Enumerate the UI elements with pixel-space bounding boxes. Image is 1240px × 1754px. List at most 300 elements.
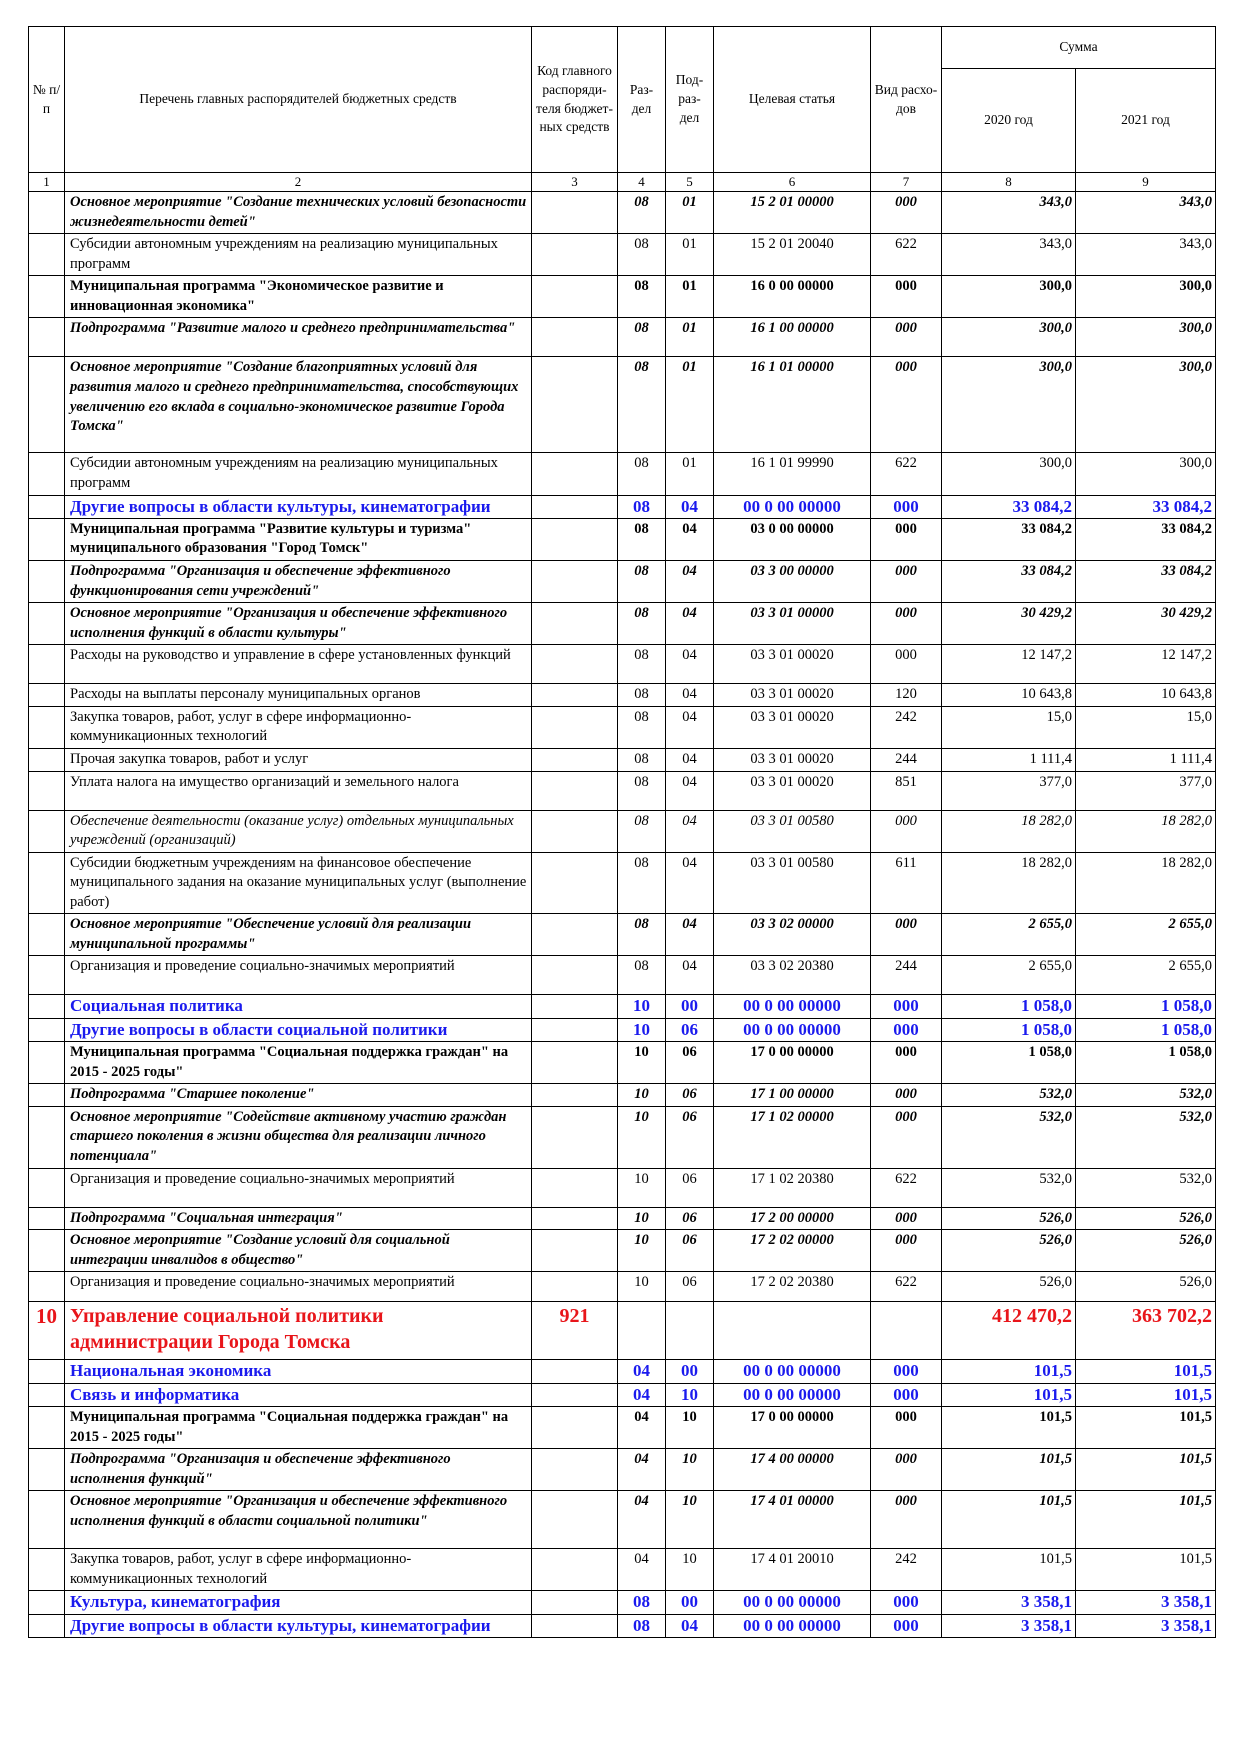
row-section: 08 [618,603,666,645]
table-row [29,748,1216,771]
row-name: Основное мероприятие "Создание технических условий безопасности жизнедеятельности детей" [65,192,532,234]
row-code [532,518,618,560]
row-code [532,684,618,707]
row-section: 04 [618,1449,666,1491]
row-sum-2020: 412 470,2 [942,1302,1076,1360]
row-sum-2020: 15,0 [942,706,1076,748]
row-target: 03 3 01 00020 [714,706,871,748]
row-number [29,1018,65,1041]
row-number: 10 [29,1302,65,1360]
row-code [532,1230,618,1272]
row-number [29,603,65,645]
row-target: 17 0 00 00000 [714,1042,871,1084]
row-sum-2021: 101,5 [1076,1549,1216,1591]
row-subsection: 01 [666,276,714,318]
row-target: 00 0 00 00000 [714,1614,871,1637]
row-subsection: 01 [666,357,714,453]
row-sum-2020: 101,5 [942,1549,1076,1591]
row-subsection: 10 [666,1407,714,1449]
row-sum-2020: 1 058,0 [942,1018,1076,1041]
row-sum-2021: 2 655,0 [1076,914,1216,956]
row-exptype: 000 [871,645,942,684]
row-exptype: 000 [871,1084,942,1107]
row-exptype: 000 [871,914,942,956]
row-name: Организация и проведение социально-значимых мероприятий [65,1168,532,1207]
row-subsection: 06 [666,1272,714,1302]
row-code [532,192,618,234]
row-name: Основное мероприятие "Организация и обеспечение эффективного исполнения функций в области социальной политики" [65,1491,532,1549]
row-name: Субсидии автономным учреждениям на реализацию муниципальных программ [65,234,532,276]
row-subsection: 04 [666,495,714,518]
row-sum-2021: 10 643,8 [1076,684,1216,707]
row-sum-2020: 18 282,0 [942,810,1076,852]
header-num: № п/п [29,27,65,173]
row-exptype: 244 [871,748,942,771]
row-subsection: 10 [666,1383,714,1406]
header-year-2021: 2021 год [1076,69,1216,173]
header-subsection: Под-раз-дел [666,27,714,173]
row-code [532,914,618,956]
row-target: 17 2 02 00000 [714,1230,871,1272]
table-row [29,995,1216,1018]
table-row [29,1042,1216,1084]
row-subsection: 06 [666,1084,714,1107]
row-target: 03 3 01 00020 [714,684,871,707]
row-sum-2020: 1 058,0 [942,1042,1076,1084]
row-target: 03 3 01 00580 [714,810,871,852]
table-row [29,645,1216,684]
column-number-row [29,173,1216,192]
row-section: 08 [618,1614,666,1637]
row-subsection: 06 [666,1106,714,1168]
table-row [29,603,1216,645]
row-sum-2021: 33 084,2 [1076,495,1216,518]
row-sum-2021: 101,5 [1076,1360,1216,1383]
row-number [29,561,65,603]
row-exptype: 000 [871,1106,942,1168]
table-row [29,1084,1216,1107]
row-subsection: 10 [666,1491,714,1549]
header-code: Код главного распоряди-теля бюджет-ных средств [532,27,618,173]
row-exptype: 622 [871,453,942,495]
header-section: Раз-дел [618,27,666,173]
table-row [29,234,1216,276]
row-sum-2020: 30 429,2 [942,603,1076,645]
row-sum-2021: 101,5 [1076,1383,1216,1406]
row-subsection: 04 [666,852,714,914]
row-sum-2021: 300,0 [1076,276,1216,318]
row-number [29,1549,65,1591]
row-sum-2020: 33 084,2 [942,518,1076,560]
row-sum-2020: 2 655,0 [942,956,1076,995]
row-section: 08 [618,318,666,357]
row-name: Другие вопросы в области культуры, кинематографии [65,1614,532,1637]
row-sum-2021: 363 702,2 [1076,1302,1216,1360]
row-sum-2021: 101,5 [1076,1407,1216,1449]
row-code [532,852,618,914]
budget-table [28,26,1216,1638]
row-target: 03 3 02 20380 [714,956,871,995]
row-name: Социальная политика [65,995,532,1018]
row-code [532,318,618,357]
table-row [29,1106,1216,1168]
table-row [29,1407,1216,1449]
table-row [29,1614,1216,1637]
row-sum-2021: 526,0 [1076,1207,1216,1230]
row-number [29,956,65,995]
row-sum-2021: 300,0 [1076,318,1216,357]
column-number: 9 [1076,173,1216,192]
row-sum-2020: 101,5 [942,1383,1076,1406]
row-subsection: 04 [666,956,714,995]
row-subsection: 01 [666,234,714,276]
header-year-2020: 2020 год [942,69,1076,173]
row-exptype: 000 [871,1491,942,1549]
row-section: 08 [618,234,666,276]
row-code [532,748,618,771]
table-row [29,684,1216,707]
row-exptype: 611 [871,852,942,914]
row-section: 08 [618,561,666,603]
row-sum-2020: 101,5 [942,1449,1076,1491]
row-section: 08 [618,518,666,560]
row-number [29,1042,65,1084]
row-target: 15 2 01 00000 [714,192,871,234]
row-sum-2021: 300,0 [1076,453,1216,495]
row-exptype: 000 [871,603,942,645]
row-number [29,684,65,707]
row-section: 08 [618,357,666,453]
row-target: 16 1 01 99990 [714,453,871,495]
row-section: 10 [618,1272,666,1302]
row-code [532,1360,618,1383]
row-section: 04 [618,1549,666,1591]
row-name: Обеспечение деятельности (оказание услуг) отдельных муниципальных учреждений (организаций) [65,810,532,852]
row-name: Управление социальной политики администрации Города Томска [65,1302,532,1360]
row-sum-2020: 3 358,1 [942,1614,1076,1637]
row-target: 03 3 00 00000 [714,561,871,603]
header-name: Перечень главных распорядителей бюджетных средств [65,27,532,173]
row-sum-2021: 3 358,1 [1076,1614,1216,1637]
row-sum-2021: 526,0 [1076,1230,1216,1272]
column-number: 5 [666,173,714,192]
row-exptype: 000 [871,318,942,357]
table-row [29,956,1216,995]
row-subsection: 06 [666,1207,714,1230]
row-number [29,1207,65,1230]
row-sum-2020: 300,0 [942,453,1076,495]
row-target: 17 2 02 20380 [714,1272,871,1302]
row-subsection: 06 [666,1018,714,1041]
row-name: Культура, кинематография [65,1591,532,1614]
row-sum-2021: 1 111,4 [1076,748,1216,771]
column-number: 1 [29,173,65,192]
row-code [532,1491,618,1549]
row-number [29,810,65,852]
row-code [532,357,618,453]
row-section: 10 [618,995,666,1018]
row-section: 08 [618,956,666,995]
row-subsection: 06 [666,1230,714,1272]
row-number [29,1591,65,1614]
table-row [29,1383,1216,1406]
row-sum-2020: 12 147,2 [942,645,1076,684]
row-sum-2021: 526,0 [1076,1272,1216,1302]
row-subsection: 04 [666,561,714,603]
row-name: Организация и проведение социально-значимых мероприятий [65,956,532,995]
table-row [29,1360,1216,1383]
row-target: 00 0 00 00000 [714,1360,871,1383]
row-code [532,706,618,748]
row-name: Муниципальная программа "Экономическое развитие и инновационная экономика" [65,276,532,318]
table-row [29,1272,1216,1302]
row-section: 08 [618,852,666,914]
row-number [29,1168,65,1207]
row-sum-2021: 18 282,0 [1076,852,1216,914]
row-exptype: 000 [871,995,942,1018]
row-target: 03 3 01 00020 [714,748,871,771]
row-number [29,645,65,684]
row-code [532,495,618,518]
row-subsection: 06 [666,1168,714,1207]
row-name: Уплата налога на имущество организаций и земельного налога [65,771,532,810]
row-section: 04 [618,1407,666,1449]
row-section [618,1302,666,1360]
row-target: 17 4 01 20010 [714,1549,871,1591]
row-code [532,1207,618,1230]
row-number [29,914,65,956]
row-target: 17 1 02 20380 [714,1168,871,1207]
row-code [532,1084,618,1107]
row-name: Связь и информатика [65,1383,532,1406]
row-sum-2020: 101,5 [942,1360,1076,1383]
row-number [29,1360,65,1383]
row-target: 16 1 00 00000 [714,318,871,357]
row-sum-2020: 526,0 [942,1230,1076,1272]
table-row [29,318,1216,357]
row-sum-2020: 18 282,0 [942,852,1076,914]
row-sum-2021: 12 147,2 [1076,645,1216,684]
row-sum-2020: 343,0 [942,234,1076,276]
row-number [29,748,65,771]
header-sum: Сумма [942,27,1216,69]
row-exptype: 000 [871,192,942,234]
row-code [532,1042,618,1084]
row-exptype: 000 [871,1407,942,1449]
row-section: 10 [618,1106,666,1168]
row-target: 00 0 00 00000 [714,495,871,518]
row-exptype: 000 [871,561,942,603]
table-row [29,1591,1216,1614]
row-name: Основное мероприятие "Создание условий для социальной интеграции инвалидов в общество" [65,1230,532,1272]
row-number [29,1084,65,1107]
row-subsection: 10 [666,1549,714,1591]
row-name: Национальная экономика [65,1360,532,1383]
row-name: Подпрограмма "Развитие малого и среднего предпринимательства" [65,318,532,357]
row-code [532,956,618,995]
row-name: Организация и проведение социально-значимых мероприятий [65,1272,532,1302]
row-exptype: 000 [871,357,942,453]
row-code [532,1018,618,1041]
row-sum-2020: 3 358,1 [942,1591,1076,1614]
row-code [532,1168,618,1207]
row-subsection: 04 [666,706,714,748]
row-section: 04 [618,1360,666,1383]
row-number [29,518,65,560]
row-exptype: 000 [871,1449,942,1491]
row-exptype: 000 [871,276,942,318]
row-section: 10 [618,1042,666,1084]
row-target: 16 0 00 00000 [714,276,871,318]
row-number [29,1106,65,1168]
table-row [29,1549,1216,1591]
row-subsection [666,1302,714,1360]
row-name: Закупка товаров, работ, услуг в сфере информационно-коммуникационных технологий [65,706,532,748]
column-number: 8 [942,173,1076,192]
row-number [29,495,65,518]
row-subsection: 01 [666,318,714,357]
row-section: 04 [618,1383,666,1406]
row-section: 08 [618,810,666,852]
row-number [29,1614,65,1637]
table-row [29,706,1216,748]
row-target: 03 3 02 00000 [714,914,871,956]
row-sum-2020: 300,0 [942,357,1076,453]
column-number: 3 [532,173,618,192]
table-row [29,771,1216,810]
row-number [29,771,65,810]
row-target [714,1302,871,1360]
row-target: 17 4 01 00000 [714,1491,871,1549]
row-number [29,1383,65,1406]
row-section: 08 [618,453,666,495]
row-name: Подпрограмма "Организация и обеспечение эффективного исполнения функций" [65,1449,532,1491]
row-target: 15 2 01 20040 [714,234,871,276]
row-target: 17 1 00 00000 [714,1084,871,1107]
row-sum-2020: 532,0 [942,1084,1076,1107]
row-exptype: 000 [871,1042,942,1084]
row-sum-2021: 343,0 [1076,234,1216,276]
row-sum-2021: 2 655,0 [1076,956,1216,995]
row-number [29,192,65,234]
row-sum-2020: 532,0 [942,1168,1076,1207]
row-code [532,1106,618,1168]
row-code [532,603,618,645]
row-code [532,1407,618,1449]
row-number [29,852,65,914]
table-row [29,276,1216,318]
row-sum-2020: 33 084,2 [942,495,1076,518]
row-exptype: 000 [871,1614,942,1637]
row-target: 00 0 00 00000 [714,1018,871,1041]
row-sum-2020: 10 643,8 [942,684,1076,707]
row-number [29,1407,65,1449]
row-sum-2021: 1 058,0 [1076,1018,1216,1041]
row-exptype: 244 [871,956,942,995]
row-code [532,1383,618,1406]
table-row [29,1230,1216,1272]
row-section: 08 [618,276,666,318]
row-target: 00 0 00 00000 [714,1591,871,1614]
row-exptype: 000 [871,1207,942,1230]
row-code [532,645,618,684]
row-subsection: 00 [666,995,714,1018]
row-sum-2020: 532,0 [942,1106,1076,1168]
row-target: 03 0 00 00000 [714,518,871,560]
row-exptype: 000 [871,1383,942,1406]
row-sum-2020: 33 084,2 [942,561,1076,603]
table-row [29,357,1216,453]
row-section: 10 [618,1230,666,1272]
row-number [29,1449,65,1491]
table-row [29,518,1216,560]
row-exptype [871,1302,942,1360]
row-name: Муниципальная программа "Социальная поддержка граждан" на 2015 - 2025 годы" [65,1407,532,1449]
row-name: Подпрограмма "Старшее поколение" [65,1084,532,1107]
row-code [532,561,618,603]
row-target: 17 1 02 00000 [714,1106,871,1168]
row-code: 921 [532,1302,618,1360]
row-target: 03 3 01 00580 [714,852,871,914]
row-number [29,276,65,318]
row-subsection: 10 [666,1449,714,1491]
row-number [29,1230,65,1272]
row-sum-2021: 30 429,2 [1076,603,1216,645]
row-name: Закупка товаров, работ, услуг в сфере информационно-коммуникационных технологий [65,1549,532,1591]
row-name: Прочая закупка товаров, работ и услуг [65,748,532,771]
row-name: Основное мероприятие "Организация и обеспечение эффективного исполнения функций в области культуры" [65,603,532,645]
table-row [29,1302,1216,1360]
row-sum-2021: 300,0 [1076,357,1216,453]
row-exptype: 000 [871,518,942,560]
row-number [29,357,65,453]
row-sum-2021: 33 084,2 [1076,561,1216,603]
table-body [29,192,1216,1638]
row-exptype: 120 [871,684,942,707]
row-subsection: 04 [666,771,714,810]
table-row [29,1491,1216,1549]
row-code [532,453,618,495]
row-exptype: 000 [871,1360,942,1383]
row-section: 10 [618,1018,666,1041]
table-row [29,1207,1216,1230]
row-code [532,1549,618,1591]
row-sum-2020: 526,0 [942,1207,1076,1230]
row-target: 00 0 00 00000 [714,995,871,1018]
row-subsection: 06 [666,1042,714,1084]
row-code [532,1614,618,1637]
row-sum-2021: 1 058,0 [1076,995,1216,1018]
row-section: 08 [618,645,666,684]
row-subsection: 04 [666,603,714,645]
row-name: Субсидии автономным учреждениям на реализацию муниципальных программ [65,453,532,495]
row-sum-2021: 532,0 [1076,1084,1216,1107]
column-number: 7 [871,173,942,192]
row-exptype: 622 [871,1168,942,1207]
row-number [29,1491,65,1549]
row-name: Расходы на выплаты персоналу муниципальных органов [65,684,532,707]
row-section: 10 [618,1168,666,1207]
row-code [532,276,618,318]
row-subsection: 01 [666,453,714,495]
row-section: 08 [618,684,666,707]
row-section: 10 [618,1207,666,1230]
row-exptype: 622 [871,234,942,276]
row-name: Расходы на руководство и управление в сфере установленных функций [65,645,532,684]
row-sum-2020: 2 655,0 [942,914,1076,956]
row-subsection: 04 [666,518,714,560]
row-sum-2021: 18 282,0 [1076,810,1216,852]
